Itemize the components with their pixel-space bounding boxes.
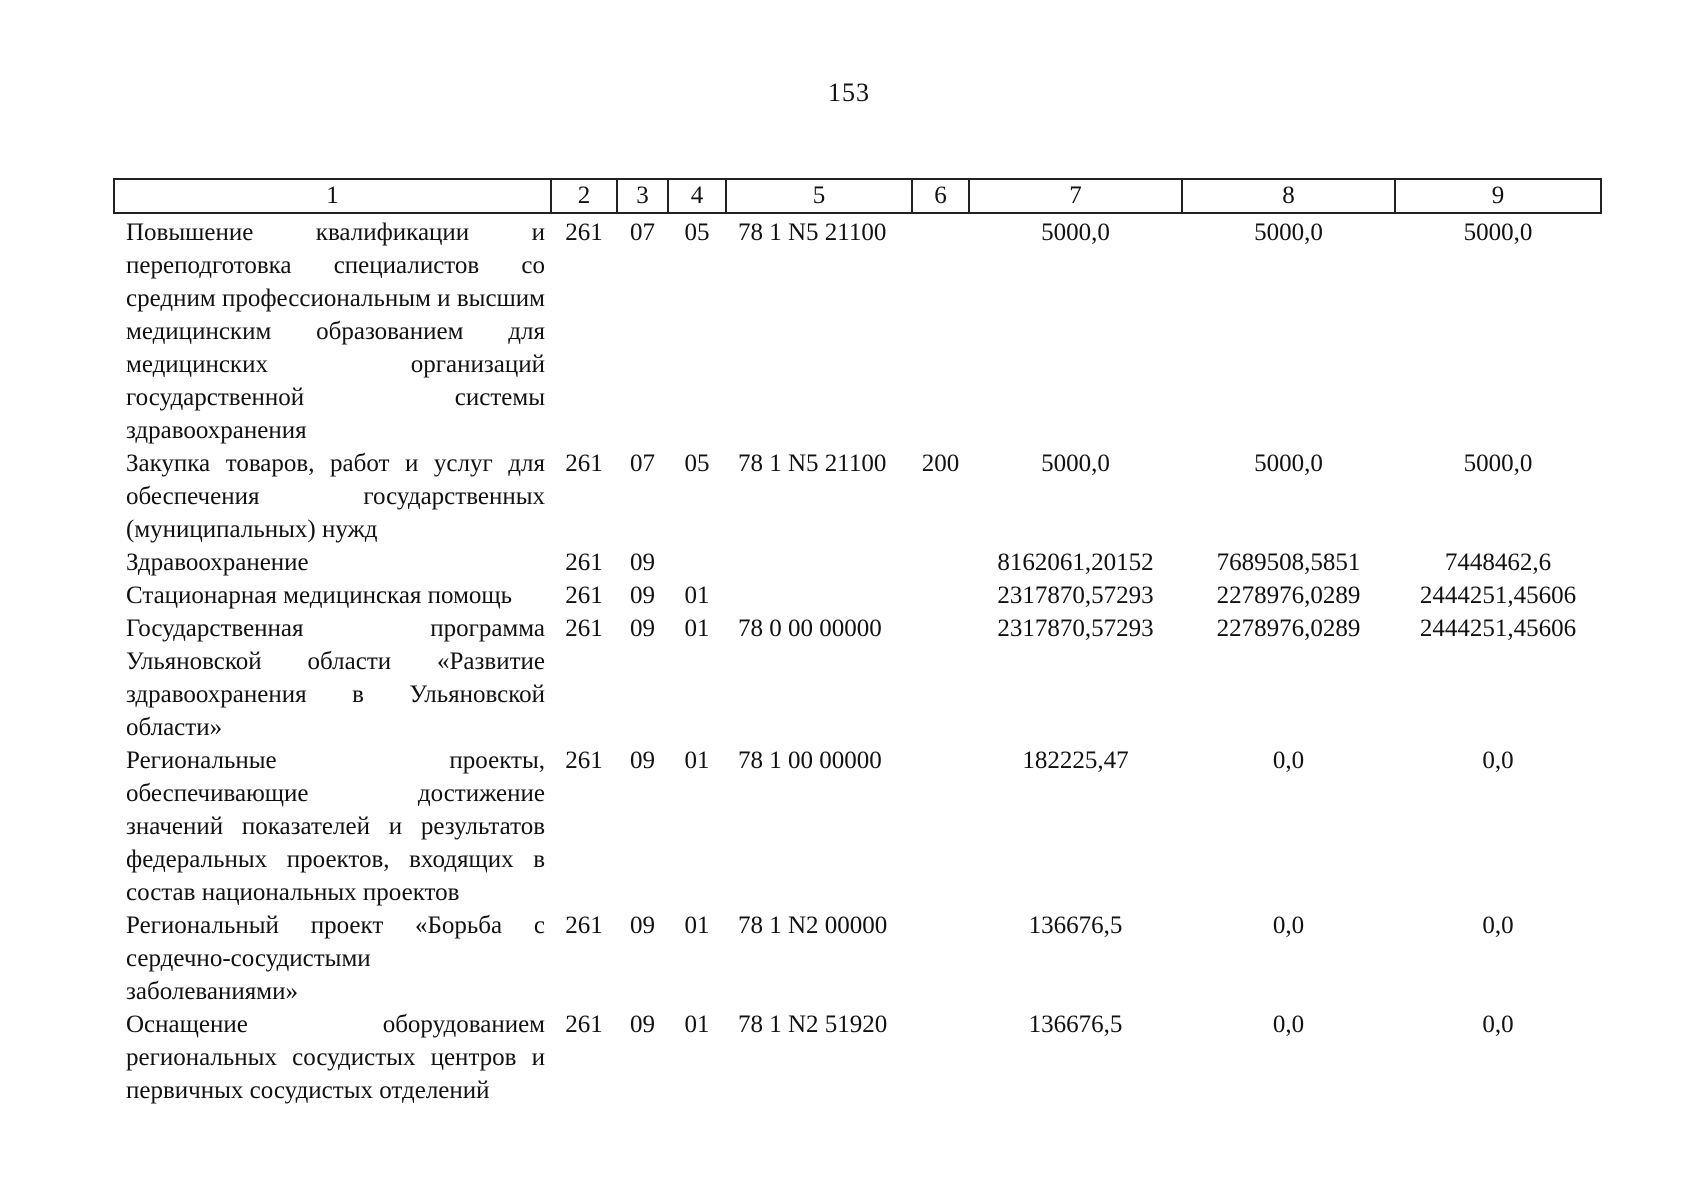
row-code-section: 09 <box>630 582 655 609</box>
row-code-section: 07 <box>630 219 655 246</box>
row-amount-col8: 0,0 <box>1272 912 1305 939</box>
row-amount-col8: 7689508,5851 <box>1216 549 1361 576</box>
row-code-target: 78 1 N5 21100 <box>738 219 887 246</box>
budget-table <box>113 178 1602 1107</box>
row-code-target: 78 1 N5 21100 <box>738 450 887 477</box>
row-code-subsection: 05 <box>684 450 710 477</box>
row-code-expense-type <box>912 1008 969 1107</box>
row-code-expense-type: 200 <box>921 450 960 477</box>
header-col-3: 3 <box>617 179 668 213</box>
header-col-7: 7 <box>969 179 1182 213</box>
row-amount-col8: 2278976,0289 <box>1216 582 1361 609</box>
row-amount-col9: 7448462,6 <box>1444 549 1552 576</box>
row-code-section: 09 <box>630 549 655 576</box>
table-row <box>114 1008 1601 1107</box>
row-code-ministry: 261 <box>565 549 603 576</box>
row-amount-col9: 0,0 <box>1482 747 1514 774</box>
row-code-ministry: 261 <box>565 582 603 609</box>
table-row <box>114 612 1601 744</box>
table-body <box>114 213 1601 1107</box>
row-code-target: 78 1 N2 00000 <box>738 912 888 939</box>
row-code-expense-type <box>912 909 969 1008</box>
row-code-subsection: 01 <box>684 615 710 642</box>
row-amount-col7: 2317870,57293 <box>997 615 1154 642</box>
row-amount-col7: 5000,0 <box>1041 219 1110 246</box>
header-row <box>114 179 1601 213</box>
row-code-target: 78 0 00 00000 <box>738 615 882 642</box>
row-amount-col9: 0,0 <box>1482 1011 1514 1038</box>
table-row <box>114 744 1601 909</box>
row-code-ministry: 261 <box>565 912 603 939</box>
row-code-subsection: 01 <box>684 582 710 609</box>
row-code-section: 07 <box>630 450 655 477</box>
table-row <box>114 546 1601 579</box>
row-code-expense-type <box>912 744 969 909</box>
row-code-section: 09 <box>630 912 655 939</box>
row-amount-col9: 2444251,45606 <box>1419 615 1577 642</box>
row-amount-col9: 0,0 <box>1482 912 1514 939</box>
header-col-6: 6 <box>912 179 969 213</box>
row-amount-col7: 136676,5 <box>1028 912 1123 939</box>
row-amount-col7: 136676,5 <box>1028 1011 1123 1038</box>
row-name: Закупка товаров, работ и услуг для обеспечения государственных (муниципальных) нужд <box>126 450 545 543</box>
row-code-section: 09 <box>630 1011 655 1038</box>
row-code-expense-type <box>912 612 969 744</box>
row-code-ministry: 261 <box>565 450 603 477</box>
row-code-ministry: 261 <box>565 1011 603 1038</box>
row-code-section: 09 <box>630 615 655 642</box>
row-code-subsection: 01 <box>684 747 710 774</box>
row-amount-col9: 2444251,45606 <box>1419 582 1577 609</box>
row-amount-col8: 0,0 <box>1272 1011 1305 1038</box>
row-code-expense-type <box>912 546 969 579</box>
row-amount-col7: 5000,0 <box>1041 450 1110 477</box>
header-col-2: 2 <box>551 179 617 213</box>
row-code-ministry: 261 <box>565 219 603 246</box>
row-code-subsection: 05 <box>684 219 710 246</box>
row-name: Региональный проект «Борьба с сердечно-сосудистыми заболеваниями» <box>126 912 545 1005</box>
budget-table-container <box>113 178 1600 1107</box>
table-row <box>114 579 1601 612</box>
row-name: Стационарная медицинская помощь <box>126 582 513 609</box>
row-code-target: 78 1 00 00000 <box>738 747 882 774</box>
table-row <box>114 909 1601 1008</box>
row-amount-col7: 8162061,20152 <box>997 549 1154 576</box>
table-row <box>114 447 1601 546</box>
row-code-section: 09 <box>630 747 655 774</box>
header-col-8: 8 <box>1182 179 1395 213</box>
row-amount-col8: 2278976,0289 <box>1216 615 1361 642</box>
row-code-target: 78 1 N2 51920 <box>738 1011 888 1038</box>
row-code-expense-type <box>912 579 969 612</box>
row-name: Оснащение оборудованием региональных сосудистых центров и первичных сосудистых отделений <box>126 1011 545 1104</box>
header-col-4: 4 <box>668 179 726 213</box>
row-amount-col7: 2317870,57293 <box>997 582 1154 609</box>
row-code-target <box>726 546 912 579</box>
row-code-expense-type <box>912 213 969 447</box>
row-code-target <box>726 579 912 612</box>
row-amount-col7: 182225,47 <box>1022 747 1129 774</box>
row-code-subsection: 01 <box>684 912 710 939</box>
row-amount-col9: 5000,0 <box>1463 219 1533 246</box>
table-row <box>114 213 1601 447</box>
row-code-ministry: 261 <box>565 615 603 642</box>
row-amount-col8: 0,0 <box>1272 747 1305 774</box>
row-name: Государственная программа Ульяновской области «Развитие здравоохранения в Ульяновской области» <box>126 615 545 741</box>
page-number: 153 <box>828 78 870 107</box>
header-col-1: 1 <box>114 179 551 213</box>
table-header <box>114 179 1601 213</box>
row-code-subsection: 01 <box>684 1011 710 1038</box>
row-name: Региональные проекты, обеспечивающие достижение значений показателей и результатов федеральных проектов, входящих в состав национальных проектов <box>126 747 545 906</box>
row-amount-col8: 5000,0 <box>1254 219 1323 246</box>
header-col-5: 5 <box>726 179 912 213</box>
row-name: Повышение квалификации и переподготовка специалистов со средним профессиональным и высшим медицинским образованием для медицинских организаций государственной системы здравоохранения <box>126 219 545 444</box>
row-code-ministry: 261 <box>565 747 603 774</box>
row-name: Здравоохранение <box>126 549 309 576</box>
row-code-subsection <box>668 546 726 579</box>
row-amount-col8: 5000,0 <box>1254 450 1323 477</box>
header-col-9: 9 <box>1395 179 1601 213</box>
row-amount-col9: 5000,0 <box>1463 450 1533 477</box>
